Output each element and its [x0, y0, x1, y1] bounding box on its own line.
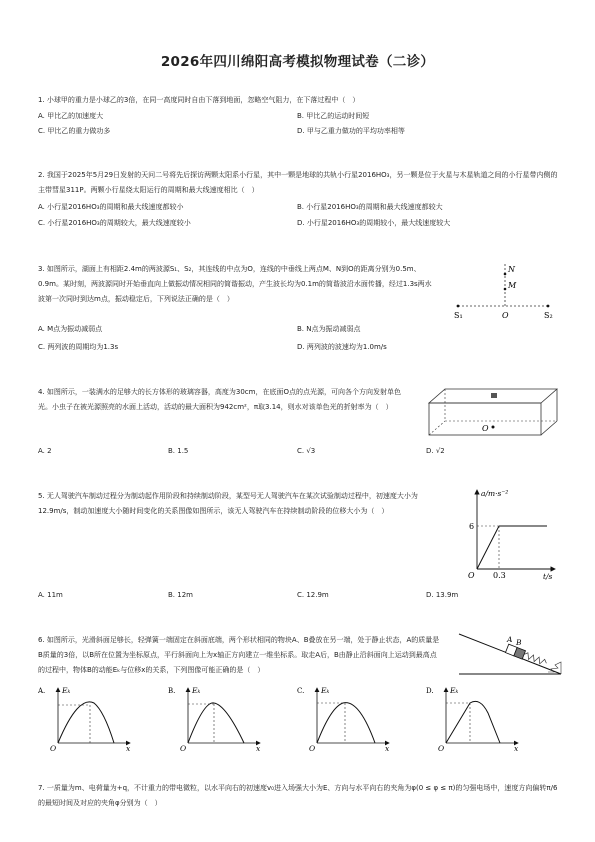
question-2-text: 2. 我国于2025年5月29日发射的天问二号将先后探访两颗太阳系小行星，其中一颗是地球的共轨小行星2016HO₃，另一颗是位于火星与木星轨道之间的小行星带内侧的主带彗星311P。两颗小行星绕太阳运行的周期和最大线速度相比（ ）	[38, 171, 558, 194]
question-4	[38, 385, 413, 415]
q6-graph-d	[426, 683, 536, 753]
x-label: x	[514, 744, 519, 753]
label-b: B	[516, 638, 522, 647]
question-3-text: 3. 如图所示，湖面上有相距2.4m的两波源S₁、S₂，其连线的中点为O，连线的中垂线上两点M、N到O的距离分别为0.5m、0.9m。某时刻，两波源同时开始垂直向上做振动情况相同的简谐振动，产生波长均为0.1m的简谐波沿水面传播，经过1.3s两水波第一次同时到达m点，振动稳定后，下列说法正确的是（ ）	[38, 265, 432, 303]
label-s2: S₂	[544, 311, 553, 320]
q6-graph-c	[297, 683, 407, 753]
q3-option-c: C. 两列波的周期均为1.3s	[38, 343, 119, 351]
q2-option-b: B. 小行星2016HO₃的周期和最大线速度都较大	[297, 203, 443, 211]
q1-option-a: A. 甲比乙的加速度大	[38, 112, 104, 120]
q6-option-b-label: B.	[168, 687, 176, 695]
q6-graph-a	[38, 683, 148, 753]
origin-label: O	[468, 571, 475, 580]
q4-option-a: A. 2	[38, 447, 52, 455]
question-3	[38, 262, 438, 307]
question-4-text: 4. 如图所示，一装满水的足够大的长方体形的玻璃容器，高度为30cm，在底面O点的点光源，可向各个方向发射单色光。小虫子在被光源照亮的水面上活动，活动的最大面积为942cm²，π取3.14，则水对该单色光的折射率为（ ）	[38, 388, 401, 411]
q1-option-d: D. 甲与乙重力做功的平均功率相等	[297, 127, 405, 135]
q1-option-c: C. 甲比乙的重力做功多	[38, 127, 111, 135]
q6-option-a-label: A.	[38, 687, 46, 695]
origin-label: O	[438, 744, 445, 753]
q2-option-d: D. 小行星2016HO₃的周期较小，最大线速度较大	[297, 219, 451, 227]
origin-label: O	[50, 744, 57, 753]
question-1	[38, 93, 558, 108]
q1-option-b: B. 甲比乙的运动时间短	[297, 112, 370, 120]
x-label: x	[126, 744, 131, 753]
label-s1: S₁	[454, 311, 463, 320]
label-m: M	[508, 281, 517, 290]
question-7-text: 7. 一质量为m、电荷量为+q，不计重力的带电微粒，以水平向右的初速度v₀进入场强大小为E、方向与水平向右的夹角为φ(0 ≤ φ ≤ π)的匀强电场中，速度方向偏转π/6的最短时间及对应的夹角φ分别为（ ）	[38, 784, 558, 807]
bug-icon	[491, 393, 497, 398]
y-axis-label: a/m·s⁻²	[481, 489, 509, 498]
question-1-text: 1. 小球甲的重力是小球乙的3倍，在同一高度同时自由下落到地面，忽略空气阻力，在下落过程中（ ）	[38, 96, 360, 104]
q3-option-b: B. N点为振动减弱点	[297, 325, 361, 333]
acceleration-time-graph	[455, 484, 560, 582]
q5-option-a: A. 11m	[38, 591, 63, 599]
x-label: x	[256, 744, 261, 753]
ek-label: Eₖ	[321, 686, 330, 695]
origin-label: O	[309, 744, 316, 753]
q5-option-b: B. 12m	[168, 591, 193, 599]
q3-option-a: A. M点为振动减弱点	[38, 325, 103, 333]
page-title: 2026年四川绵阳高考模拟物理试卷（二诊）	[160, 54, 435, 70]
x-axis-label: t/s	[543, 572, 553, 581]
label-n: N	[508, 265, 515, 274]
q6-option-c-label: C.	[297, 687, 305, 695]
x-tick-0-3: 0.3	[493, 571, 506, 580]
question-2	[38, 168, 558, 198]
q4-option-b: B. 1.5	[168, 447, 189, 455]
incline-spring-figure	[455, 628, 565, 680]
origin-label: O	[180, 744, 187, 753]
q6-option-d-label: D.	[426, 687, 434, 695]
q4-option-c: C. √3	[297, 447, 316, 455]
q2-option-a: A. 小行星2016HO₃的周期和最大线速度都较小	[38, 203, 184, 211]
question-6-text: 6. 如图所示，光滑斜面足够长，轻弹簧一端固定在斜面底端，两个形状相同的物块A、B叠放在另一端，处于静止状态，A的质量是B质量的3倍，以B所在位置为坐标原点，平行斜面向上为x轴正方向建立一维坐标系。取走A后，B由静止沿斜面向上运动到最高点的过程中，物体B的动能Eₖ与位移x的关系，下列图像可能正确的是（ ）	[38, 636, 440, 674]
label-o: O	[482, 424, 489, 433]
question-6	[38, 633, 443, 678]
glass-container-figure	[425, 385, 560, 440]
q2-option-c: C. 小行星2016HO₃的周期较大，最大线速度较小	[38, 219, 191, 227]
wave-source-figure	[450, 262, 560, 322]
ek-label: Eₖ	[192, 686, 201, 695]
y-tick-6: 6	[469, 522, 475, 531]
label-o: O	[502, 311, 509, 320]
question-5-text: 5. 无人驾驶汽车制动过程分为制动起作用阶段和持续制动阶段，某型号无人驾驶汽车在某次试验制动过程中，初速度大小为12.9m/s，制动加速度大小随时间变化的关系图像如图所示，该无人驾驶汽车在持续制动阶段的位移大小为（ ）	[38, 492, 418, 515]
question-5	[38, 489, 438, 519]
q5-option-c: C. 12.9m	[297, 591, 329, 599]
question-7	[38, 781, 558, 811]
label-a: A	[507, 635, 513, 644]
x-label: x	[385, 744, 390, 753]
q5-option-d: D. 13.9m	[426, 591, 459, 599]
q3-option-d: D. 两列波的波速均为1.0m/s	[297, 343, 387, 351]
ek-label: Eₖ	[450, 686, 459, 695]
ek-label: Eₖ	[62, 686, 71, 695]
q6-graph-b	[168, 683, 278, 753]
q4-option-d: D. √2	[426, 447, 445, 455]
